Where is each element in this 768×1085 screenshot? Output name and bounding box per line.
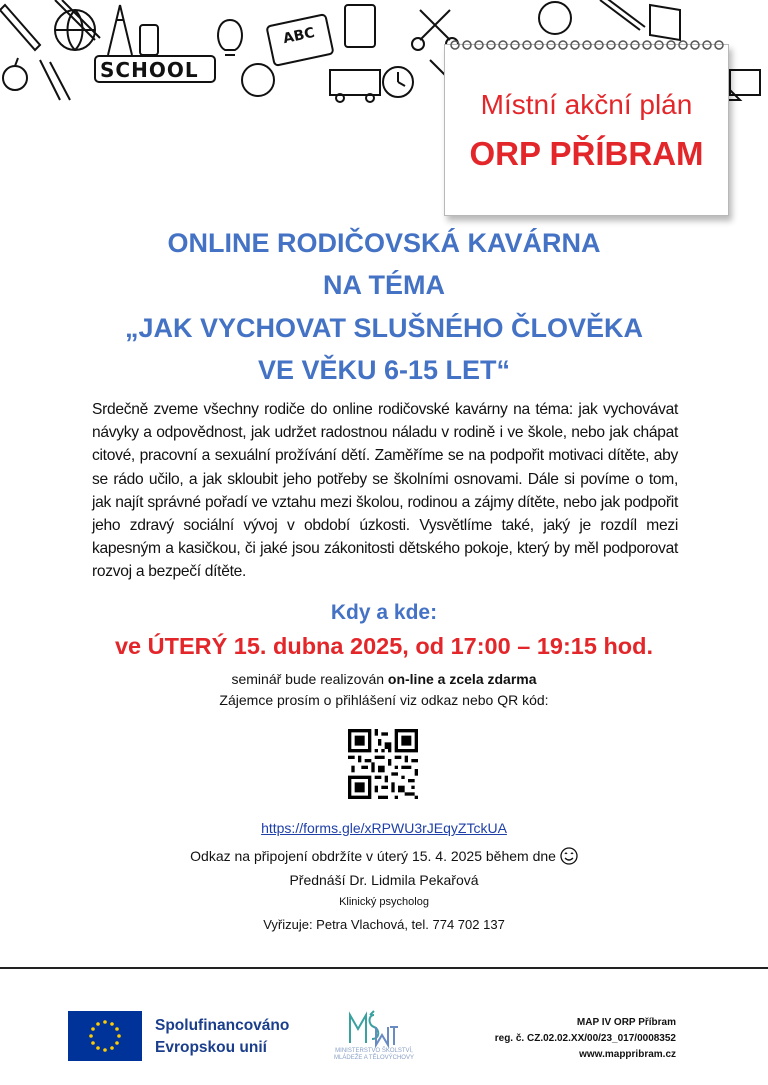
- eraser-icon: [140, 25, 158, 55]
- pencil-icon-2: [600, 0, 645, 30]
- bus-icon: [330, 70, 380, 95]
- compass-icon: [108, 5, 132, 55]
- note-title-line1: Místní akční plán: [480, 89, 693, 120]
- msmt-caption-line2: MLÁDEŽE A TĚLOVÝCHOVY: [334, 1055, 414, 1061]
- sharpener-icon: [730, 70, 760, 95]
- when-where-label: Kdy a kde:: [330, 601, 438, 624]
- eu-text-line1: Spolufinancováno: [155, 1017, 290, 1034]
- title-line3: „JAK VYCHOVAT SLUŠNÉHO ČLOVĚKA: [124, 313, 644, 343]
- title-line2: NA TÉMA: [323, 270, 445, 300]
- connection-info: [0, 847, 768, 865]
- qr-code[interactable]: [348, 729, 418, 799]
- palette-icon: [242, 64, 274, 96]
- apple-icon: [3, 66, 27, 90]
- project-name: MAP IV ORP Příbram: [576, 1017, 676, 1028]
- pencil-icon: [0, 5, 40, 50]
- clipboard-icon: [345, 5, 375, 47]
- connection-info-text: Odkaz na připojení obdržíte v úterý 15. 4. 2025 během dne: [190, 848, 556, 864]
- project-website[interactable]: www.mappribram.cz: [579, 1049, 676, 1060]
- abc-label: ABC: [281, 24, 317, 48]
- footer-divider: [0, 967, 768, 969]
- seminar-info-bold: on-line a zcela zdarma: [387, 671, 537, 687]
- msmt-caption-line1: MINISTERSTVO ŠKOLSTVÍ,: [335, 1048, 413, 1054]
- register-text: Zájemce prosím o přihlášení viz odkaz nebo QR kód:: [219, 692, 549, 708]
- speaker: Přednáší Dr. Lidmila Pekařová: [289, 872, 479, 888]
- pen-icon: [40, 60, 70, 100]
- registration-link[interactable]: https://forms.gle/xRPWU3rJEqyZTckUA: [261, 820, 507, 836]
- eu-flag-icon: [68, 1011, 142, 1061]
- smiley-icon: [560, 847, 578, 865]
- scissors-icon: [420, 10, 450, 40]
- contact-info: Vyřizuje: Petra Vlachová, tel. 774 702 137: [263, 917, 505, 932]
- lightbulb-icon: [218, 20, 242, 55]
- msmt-caption: [318, 1048, 430, 1062]
- title-line1: ONLINE RODIČOVSKÁ KAVÁRNA: [167, 228, 601, 258]
- speaker-role: Klinický psycholog: [339, 896, 429, 908]
- invitation-body: Srdečně zveme všechny rodiče do online rodičovské kavárny na téma: jak vychovávat návyky a odpovědnost, jak udržet radostnou náladu v rodině i ve škole, nebo jak chápat citové, pracovní a sexuální prožívání dětí. Zaměříme se na podpořit motivaci dítěte, aby se rádo učilo, a jak skloubit jeho potřeby se školními osnovami. Dále si povíme o tom, jak najít správné pořadí ve vztahu mezi školou, rodinou a zájmy dítěte, nebo jak podpořit jeho zdravý sociální vývoj v období úzkosti. Vysvětlíme také, jaký je rozdíl mezi kapesným a kasičkou, či jaké jsou zákonitosti dětského pokoje, který by měl podporovat rozvoj a bezpečí dítěte.: [92, 401, 678, 581]
- eu-text-line2: Evropskou unií: [155, 1039, 267, 1056]
- title-line4: VE VĚKU 6-15 LET“: [257, 355, 511, 385]
- school-label: SCHOOL: [100, 58, 199, 82]
- spiral-rings: [445, 39, 728, 51]
- seminar-info: [0, 671, 768, 687]
- event-date: ve ÚTERÝ 15. dubna 2025, od 17:00 – 19:15 hod.: [114, 633, 654, 659]
- note-title-line2: ORP PŘÍBRAM: [469, 135, 704, 172]
- book-icon: [650, 5, 680, 40]
- project-info: [495, 1015, 676, 1063]
- globe-icon-2: [539, 2, 571, 34]
- seminar-info-prefix: seminář bude realizován: [231, 671, 388, 687]
- eu-cofinanced-text: [155, 1015, 289, 1059]
- registration-number: reg. č. CZ.02.02.XX/00/23_017/0008352: [494, 1033, 676, 1044]
- notepad-logo: [444, 44, 729, 216]
